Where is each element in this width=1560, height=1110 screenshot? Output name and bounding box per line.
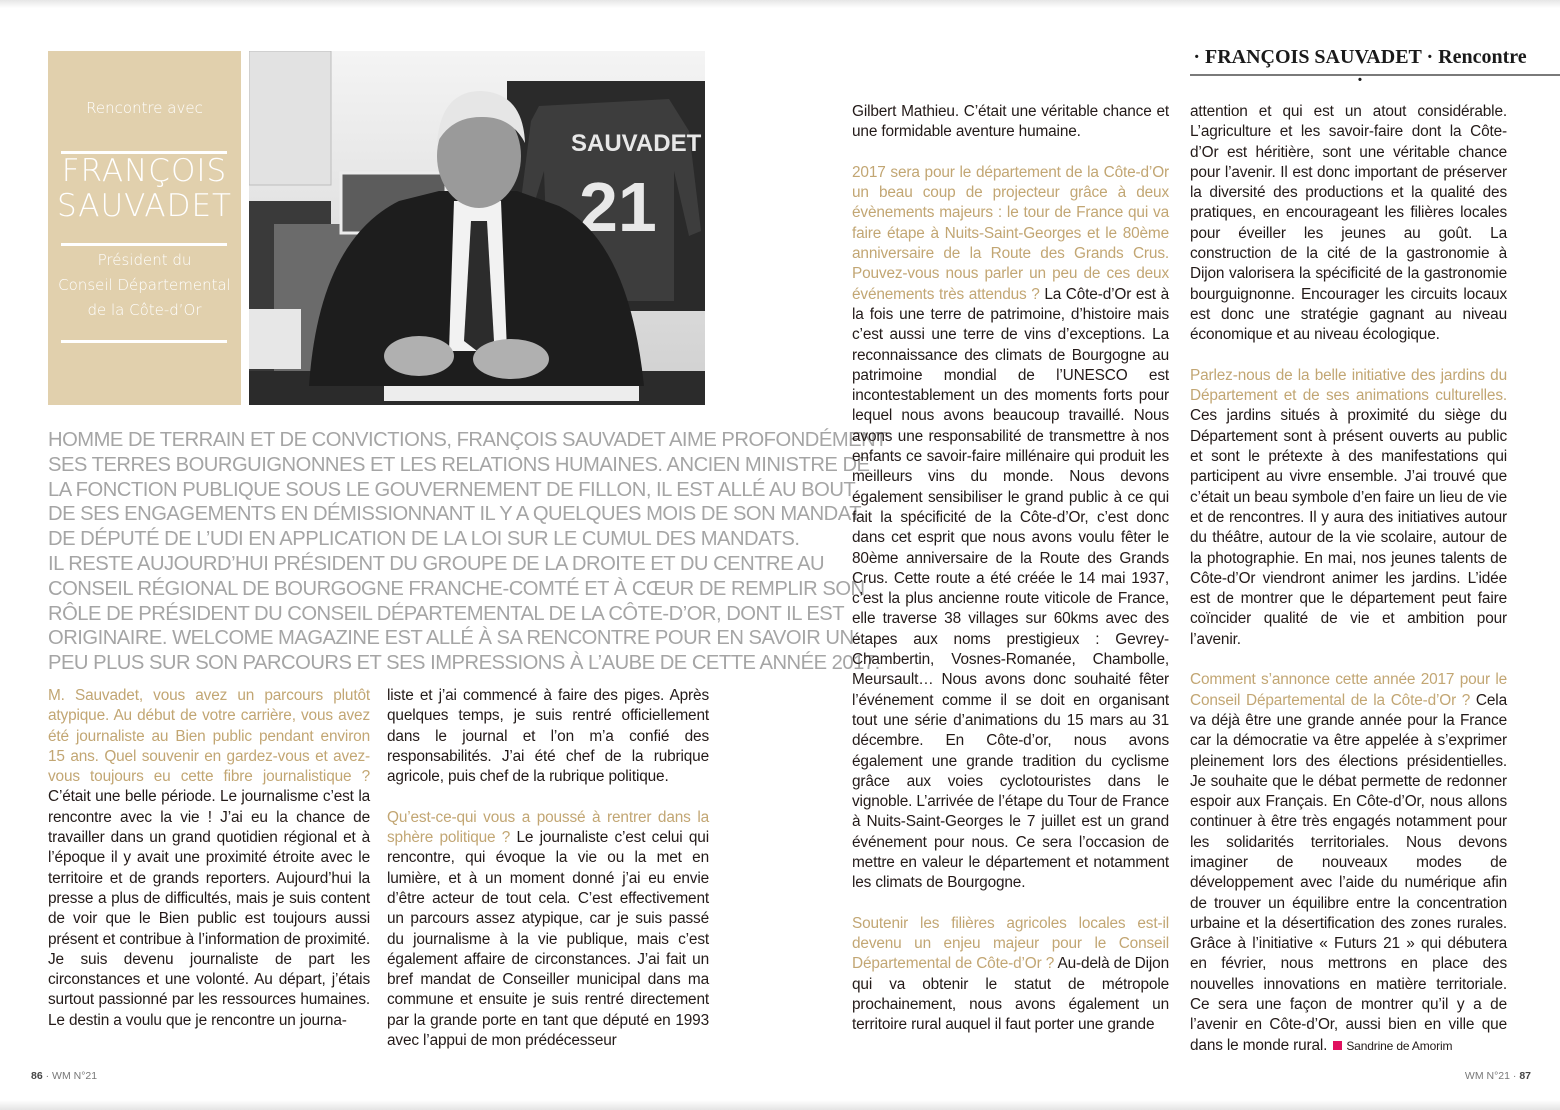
- standfirst-line: IL RESTE AUJOURD’HUI PRÉSIDENT DU GROUPE DE LA DROITE ET DU CENTRE AU: [48, 552, 825, 575]
- article-standfirst: [48, 428, 888, 676]
- title-kicker: Rencontre avec: [86, 99, 203, 117]
- name-line-2: SAUVADET: [57, 188, 232, 224]
- author-name: Sandrine de Amorim: [1346, 1038, 1453, 1053]
- question-text: Qu’est-ce-qui vous a poussé à rentrer dans la sphère politique ?: [387, 808, 709, 847]
- title-panel: [48, 51, 241, 405]
- question-text: Parlez-nous de la belle initiative des jardins du Département et de ses animations culturelles.: [1190, 366, 1507, 405]
- question-text: Comment s’annonce cette année 2017 pour le Conseil Départemental de la Côte-d’Or ?: [1190, 671, 1507, 709]
- standfirst-line: SES TERRES BOURGUIGNONNES ET LES RELATIONS HUMAINES. ANCIEN MINISTRE DE: [48, 453, 870, 476]
- qa-paragraph: [1190, 670, 1507, 1056]
- text-column-3: [852, 102, 1169, 1056]
- text-column-4: [1190, 102, 1507, 1076]
- standfirst-line: CONSEIL RÉGIONAL DE BOURGOGNE FRANCHE-COMTÉ ET À CŒUR DE REMPLIR SON: [48, 577, 865, 600]
- role-line-3: de la Côte-d’Or: [87, 301, 202, 319]
- signature-square-icon: [1333, 1041, 1342, 1050]
- portrait-photo: [249, 51, 705, 405]
- question-text: M. Sauvadet, vous avez un parcours plutôt atypique. Au début de votre carrière, vous avez été journaliste au Bien public pendant environ 15 ans. Quel souvenir en gardez-vous et avez-vous toujours eu cette fibre journalistique ?: [48, 687, 370, 786]
- author-signature: [1327, 1039, 1452, 1053]
- standfirst-line: ORIGINAIRE. WELCOME MAGAZINE EST ALLÉ À SA RENCONTRE POUR EN SAVOIR UN: [48, 627, 854, 650]
- answer-text: La Côte-d’Or est à la fois une terre de patrimoine, d’histoire mais c’est aussi une terre de vins d’exceptions. La reconnaissance des climats de Bourgogne au patrimoine mondial de l’UNESCO est incontestablement un des moments forts pour lequel nous avons beaucoup travaillé. Nous avons une responsabilité de transmettre à nos enfants ce savoir-faire millénaire qui produit les meilleurs vins du monde. Nous devons également sensibiliser le grand public à ce qui fait la spécificité de la Côte-d’Or, c’est donc dans cet esprit que nous avons voulu fêter le 80ème anniversaire de la Route des Grands Crus. Cette route a été créée le 14 mai 1937, c’est la plus ancienne route viticole de France, elle traverse 38 villages sur 60kms avec des étapes aux noms prestigieux : Gevrey-Chambertin, Vosnes-Romanée, Chambolle, Meursault… Nous avons donc souhaité fêter l’événement comme il se doit en organisant tout une série d’animations du 15 mars au 31 décembre. En Côte-d’or, nous avons également une grande tradition du cyclisme grâce aux voies cyclotouristes dans le vignoble. L’arrivée de l’étape du Tour de France à Nuits-Saint-Georges le 7 juillet est un grand événement pour nous. Ce sera l’occasion de mettre en valeur le département et notamment les climats de Bourgogne.: [852, 285, 1169, 892]
- answer-text: C’était une belle période. Le journalisme c’est la rencontre avec la vie ! J’ai eu la chance de travailler dans un grand quotidien régional et à l’époque il y avait une proximité étroite avec le territoire et de grands reporters. Aujourd’hui la presse a plus de difficultés, mais je suis content de voir que le Bien public est toujours aussi présent et contribue à l’information de proximité. Je suis devenu journaliste de part les circonstances et une volonté. Au départ, j’étais surtout passionné par les ressources humaines. Le destin a voulu que je rencontre un journa-: [48, 788, 370, 1029]
- standfirst-line: DE DÉPUTÉ DE L’UDI EN APPLICATION DE LA LOI SUR LE CUMUL DES MANDATS.: [48, 528, 800, 551]
- page-bottom-shadow: [0, 1100, 1560, 1110]
- panel-divider: [61, 340, 227, 343]
- answer-paragraph: Gilbert Mathieu. C’était une véritable chance et une formidable aventure humaine.: [852, 103, 1169, 141]
- qa-paragraph: [1190, 366, 1507, 650]
- issue-label: WM N°21: [1464, 1070, 1510, 1082]
- answer-text: Au-delà de Dijon qui va obtenir le statut de métropole prochainement, nous avons également un territoire rural auquel il faut porter une grande: [852, 955, 1170, 1034]
- qa-paragraph: [387, 808, 709, 1052]
- standfirst-line: PEU PLUS SUR SON PARCOURS ET SES IMPRESSIONS À L’AUBE DE CETTE ANNÉE 2017.: [48, 652, 880, 675]
- standfirst-line: LA FONCTION PUBLIQUE SOUS LE GOUVERNEMENT DE FILLON, IL EST ALLÉ AU BOUT: [48, 478, 856, 501]
- page-number: 87: [1519, 1070, 1531, 1082]
- jersey-number: 21: [579, 168, 657, 246]
- qa-paragraph: [852, 914, 1169, 1036]
- answer-text: Le journaliste c’est celui qui rencontre, qui évoque la vie ou la met en lumière, et à un moment donné j’ai eu envie d’être acteur de tout cela. C’est effectivement un parcours assez atypique, car je suis passé du journalisme à la vie publique, mais c’est également affaire de circonstances. J’ai fait un bref mandat de Conseiller municipal dans ma commune et ensuite je suis rentré directement par la grande porte en tant que député en 1993 avec l’appui de mon prédécesseur: [387, 829, 709, 1050]
- name-line-1: FRANÇOIS: [61, 153, 228, 189]
- portrait-illustration: [249, 51, 705, 405]
- answer-paragraph: liste et j’ai commencé à faire des piges. Après quelques temps, je suis rentré officiellement dans le journal et l’on m’a confié des responsabilités. J’ai été chef de la rubrique agricole, puis chef de la rubrique politique.: [387, 687, 709, 786]
- page-number: 86: [31, 1070, 43, 1082]
- question-text: 2017 sera pour le département de la Côte-d’Or un beau coup de projecteur grâce à deux évènements majeurs : le tour de France qui va faire étape à Nuits-Saint-Georges et le 80ème anniversaire de la Route des Grands Crus. Pouvez-vous nous parler un peu de ces deux événements très attendus ?: [852, 163, 1169, 303]
- running-head: · FRANÇOIS SAUVADET · Rencontre ·: [1190, 42, 1560, 76]
- standfirst-line: HOMME DE TERRAIN ET DE CONVICTIONS, FRANÇOIS SAUVADET AIME PROFONDÉMENT: [48, 429, 888, 451]
- standfirst-line: DE SES ENGAGEMENTS EN DÉMISSIONNANT IL Y A QUELQUES MOIS DE SON MANDAT: [48, 503, 862, 526]
- text-column-1: [48, 686, 370, 1051]
- qa-paragraph: [48, 686, 370, 1031]
- question-text: Soutenir les filières agricoles locales est-il devenu un enjeu majeur pour le Conseil Départemental de Côte-d’Or ?: [852, 914, 1169, 973]
- answer-text: Ces jardins situés à proximité du siège du Département sont à présent ouverts au public et sont le prétexte à des manifestations qui participent au vivre ensemble. J’ai trouvé que c’était un beau symbole d’en faire un lieu de vie et de rencontres. Il y aura des initiatives autour du théâtre, autour de la vie scolaire, autour de la photographie. En mai, nos jeunes talents de Côte-d’Or viendront animer les jardins. L’idée est de montrer que le département peut faire coïncider qualité de vie et ambition pour l’avenir.: [1190, 407, 1507, 648]
- text-column-2: [387, 686, 709, 1072]
- qa-paragraph: [852, 163, 1169, 894]
- interviewee-role: [48, 248, 241, 323]
- standfirst-line: RÔLE DE PRÉSIDENT DU CONSEIL DÉPARTEMENTAL DE LA CÔTE-D’OR, DONT IL EST: [48, 602, 845, 625]
- jersey-name: SAUVADET: [571, 130, 702, 157]
- issue-label: WM N°21: [52, 1070, 98, 1082]
- role-line-2: Conseil Départemental: [58, 276, 231, 294]
- page-top-shadow: [0, 0, 1560, 8]
- folio-left: 86 · WM N°21: [31, 1070, 98, 1082]
- answer-paragraph: attention et qui est un atout considérable. L’agriculture et les savoir-faire dont la Côte-d’Or est héritière, sont une véritable chance pour l’avenir. Il est donc important de préserver la diversité des productions et la qualité des pratiques, en encourageant les filières locales pour éveiller les jeunes au goût. La construction de la cité de la gastronomie à Dijon valorisera la spécificité de la gastronomie bourguignonne. Encourager les circuits locaux est donc une stratégie gagnant au niveau économique et au niveau écologique.: [1190, 103, 1507, 344]
- answer-text: Cela va déjà être une grande année pour la France car la démocratie va être appelée à s’exprimer pleinement lors des élections présidentielles. Je souhaite que le débat permette de redonner espoir aux Français. En Côte-d’Or, nous allons continuer à être très engagés notamment pour les solidarités territoriales. Nous devons imaginer de nouveaux modes de développement avec l’aide du numérique afin de trouver un équilibre entre la concentration urbaine et la désertification des zones rurales. Grâce à l’initiative « Futurs 21 » qui débutera en février, nous mettrons en place des nouvelles innovations en matière territoriale. Ce sera une façon de montrer qu’il y a de l’avenir en Côte-d’Or, aussi bien en ville que dans le monde rural.: [1190, 691, 1507, 1054]
- interviewee-name: [48, 149, 241, 224]
- role-line-1: Président du: [97, 251, 192, 269]
- folio-right: WM N°21 · 87: [1464, 1070, 1531, 1082]
- panel-divider: [61, 243, 227, 246]
